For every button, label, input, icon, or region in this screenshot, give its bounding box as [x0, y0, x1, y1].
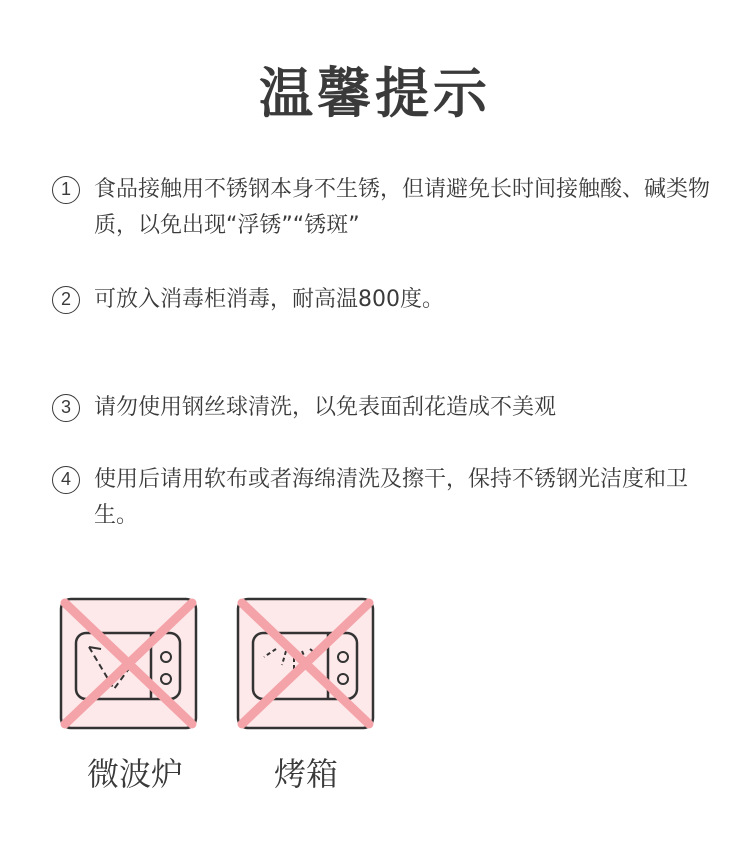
- circled-number: 4: [52, 466, 80, 494]
- tip-item-4: [52, 462, 712, 534]
- microwave-label: 微波炉: [86, 755, 183, 793]
- tip-item-2: [52, 282, 712, 318]
- tip-text: 可放入消毒柜消毒，耐高温800度。: [94, 287, 444, 312]
- microwave-prohibited-icon: [59, 597, 198, 730]
- circled-number: 1: [52, 176, 80, 204]
- oven-label: 烤箱: [273, 755, 338, 793]
- circled-number: 2: [52, 286, 80, 314]
- oven-prohibited-icon: [236, 597, 375, 730]
- oven-icon: [236, 597, 375, 730]
- tip-item-3: [52, 390, 712, 426]
- tip-text: 使用后请用软布或者海绵清洗及擦干，保持不锈钢光洁度和卫生。: [94, 467, 689, 528]
- microwave-icon: [59, 597, 198, 730]
- tip-text: 食品接触用不锈钢本身不生锈，但请避免长时间接触酸、碱类物质，以免出现“浮锈”“锈斑”: [94, 177, 711, 238]
- circled-number: 3: [52, 394, 80, 422]
- tip-item-1: [52, 172, 712, 244]
- page-title: 温馨提示: [259, 62, 491, 125]
- tip-text: 请勿使用钢丝球清洗，以免表面刮花造成不美观: [94, 395, 557, 420]
